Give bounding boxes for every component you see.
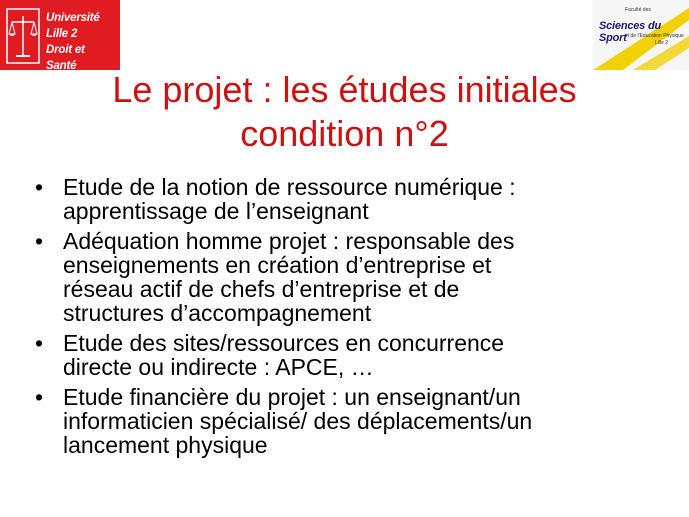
bullet-dot: • bbox=[35, 330, 44, 356]
scales-of-justice-icon bbox=[6, 8, 40, 64]
bullet-item-1 bbox=[35, 175, 655, 223]
bullet-2-line-1: Adéquation homme projet : responsable des bbox=[63, 228, 515, 254]
bullet-4-line-2: informaticien spécialisé/ des déplacements/un bbox=[63, 408, 533, 434]
bullet-3-line-1: Etude des sites/ressources en concurrence bbox=[63, 330, 505, 356]
bullet-item-2 bbox=[35, 229, 655, 325]
logo-right-line4: Lille 2 bbox=[655, 40, 669, 46]
bullet-list bbox=[35, 175, 655, 463]
logo-right-line1: Faculté des bbox=[625, 7, 651, 13]
bullet-dot: • bbox=[35, 384, 44, 410]
logo-left-line2: Droit et Santé bbox=[46, 44, 85, 72]
universite-lille2-logo bbox=[0, 0, 120, 70]
bullet-2-line-2: enseignements en création d’entreprise et bbox=[63, 252, 492, 278]
slide-title-line1: Le projet : les études initiales bbox=[112, 69, 577, 110]
logo-right-line3: et de l'Education Physique bbox=[625, 33, 684, 39]
bullet-item-4 bbox=[35, 385, 655, 457]
bullet-4-line-3: lancement physique bbox=[63, 432, 268, 458]
bullet-2-line-3: réseau actif de chefs d’entreprise et de bbox=[63, 276, 460, 302]
logo-right-line2: Sciences du Sport bbox=[599, 20, 661, 44]
bullet-3-line-2: directe ou indirecte : APCE, … bbox=[63, 354, 374, 380]
logo-left-line1: Université Lille 2 bbox=[46, 12, 100, 40]
bullet-item-3 bbox=[35, 331, 655, 379]
bullet-1-line-2: apprentissage de l’enseignant bbox=[63, 198, 369, 224]
bullet-dot: • bbox=[35, 174, 44, 200]
bullet-4-line-1: Etude financière du projet : un enseignant/un bbox=[63, 384, 521, 410]
faculte-sciences-du-sport-logo bbox=[593, 0, 689, 70]
bullet-1-line-1: Etude de la notion de ressource numérique : bbox=[63, 174, 516, 200]
slide-title bbox=[0, 68, 689, 156]
bullet-2-line-4: structures d’accompagnement bbox=[63, 300, 372, 326]
bullet-dot: • bbox=[35, 228, 44, 254]
slide-title-line2: condition n°2 bbox=[240, 113, 449, 154]
